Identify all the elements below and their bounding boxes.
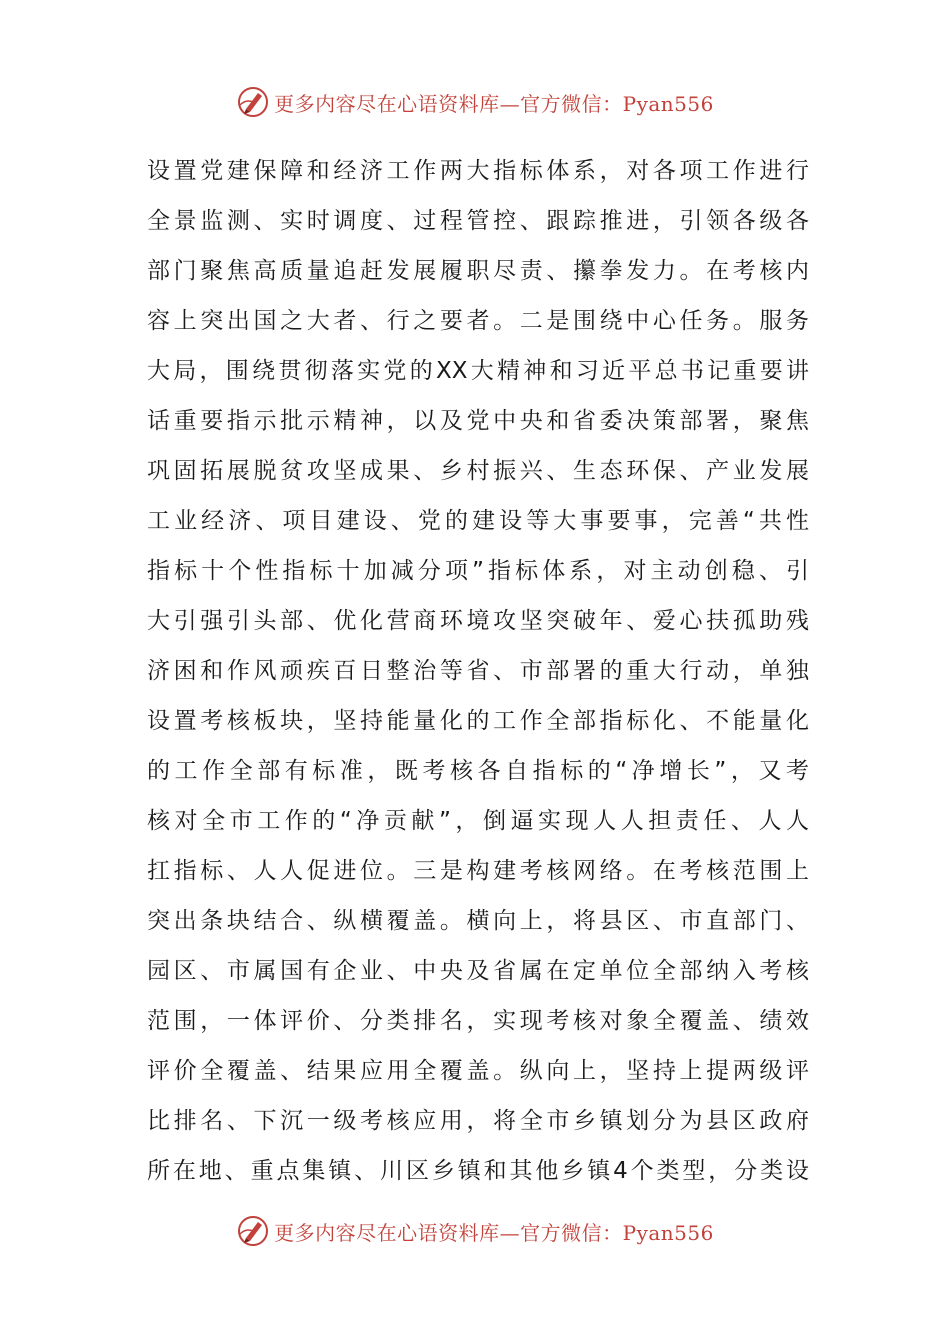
text-line: 范围，一体评价、分类排名，实现考核对象全覆盖、绩效: [147, 1008, 809, 1034]
text-line: 全景监测、实时调度、过程管控、跟踪推进，引领各级各: [147, 208, 809, 234]
text-line: 容上突出国之大者、行之要者。二是围绕中心任务。服务: [147, 308, 809, 334]
header-banner-text: 更多内容尽在心语资料库—官方微信：Pyan556: [274, 91, 714, 116]
text-line: 话重要指示批示精神，以及党中央和省委决策部署，聚焦: [147, 408, 809, 434]
text-line: 的工作全部有标准，既考核各自指标的“净增长”，又考: [147, 758, 809, 784]
text-line: 大引强引头部、优化营商环境攻坚突破年、爱心扶孤助残: [147, 608, 809, 634]
text-line: 扛指标、人人促进位。三是构建考核网络。在考核范围上: [147, 858, 809, 884]
footer-banner-text: 更多内容尽在心语资料库—官方微信：Pyan556: [274, 1220, 714, 1245]
text-line: 突出条块结合、纵横覆盖。横向上，将县区、市直部门、: [147, 908, 809, 934]
footer-banner: [0, 1211, 950, 1251]
text-line: 所在地、重点集镇、川区乡镇和其他乡镇4个类型，分类设: [147, 1158, 809, 1184]
text-line: 核对全市工作的“净贡献”，倒逼实现人人担责任、人人: [147, 808, 809, 834]
text-line: 部门聚焦高质量追赶发展履职尽责、攥拳发力。在考核内: [147, 258, 809, 284]
text-line: 工业经济、项目建设、党的建设等大事要事，完善“共性: [147, 508, 809, 534]
pen-logo-icon: [236, 1214, 270, 1248]
text-line: 指标十个性指标十加减分项”指标体系，对主动创稳、引: [147, 558, 809, 584]
text-line: 大局，围绕贯彻落实党的XX大精神和习近平总书记重要讲: [147, 358, 809, 384]
text-line: 园区、市属国有企业、中央及省属在定单位全部纳入考核: [147, 958, 809, 984]
text-line: 巩固拓展脱贫攻坚成果、乡村振兴、生态环保、产业发展: [147, 458, 809, 484]
text-line: 比排名、下沉一级考核应用，将全市乡镇划分为县区政府: [147, 1108, 809, 1134]
text-line: 济困和作风顽疾百日整治等省、市部署的重大行动，单独: [147, 658, 809, 684]
text-line: 设置考核板块，坚持能量化的工作全部指标化、不能量化: [147, 708, 809, 734]
text-line: 设置党建保障和经济工作两大指标体系，对各项工作进行: [147, 158, 809, 184]
header-banner: [0, 82, 950, 122]
text-line: 评价全覆盖、结果应用全覆盖。纵向上，坚持上提两级评: [147, 1058, 809, 1084]
pen-logo-icon: [236, 85, 270, 119]
document-body: [147, 146, 809, 1196]
